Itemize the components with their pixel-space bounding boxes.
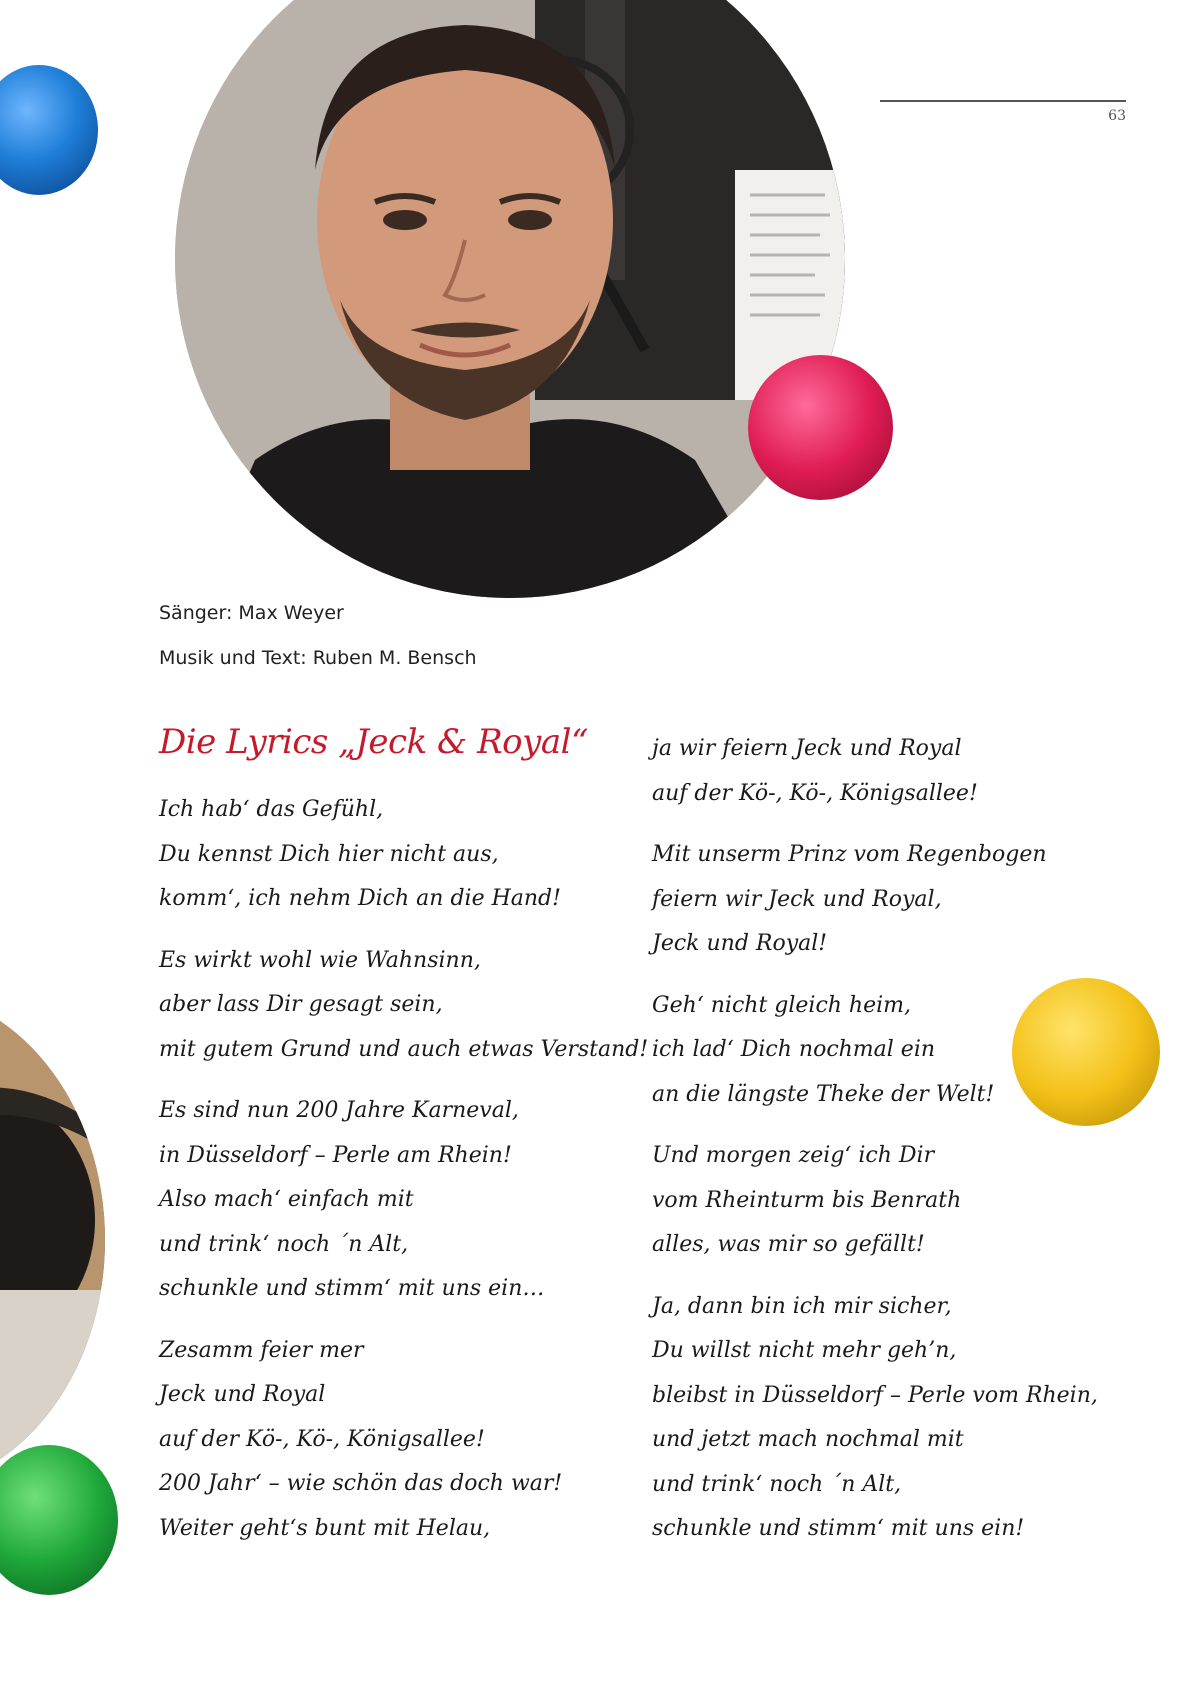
singer-credit: Sänger: Max Weyer xyxy=(159,602,344,624)
singer-portrait-photo xyxy=(175,0,845,598)
lyric-line: Mit unserm Prinz vom Regenbogen xyxy=(652,842,1047,867)
lyric-line: Du kennst Dich hier nicht aus, xyxy=(159,841,499,867)
lyric-line: feiern wir Jeck und Royal, xyxy=(652,886,942,912)
lyric-line: Ja, dann bin ich mir sicher, xyxy=(652,1293,952,1319)
lyrics-title: Die Lyrics „Jeck & Royal“ xyxy=(159,722,588,762)
lyric-line: auf der Kö-, Kö-, Königsallee! xyxy=(159,1426,485,1452)
lyric-line: und trink‘ noch ´n Alt, xyxy=(159,1231,409,1257)
lyric-line: bleibst in Düsseldorf – Perle vom Rhein, xyxy=(652,1382,1098,1408)
lyric-line: auf der Kö-, Kö-, Königsallee! xyxy=(652,780,978,806)
stanza xyxy=(159,1329,659,1552)
lyric-line: schunkle und stimm‘ mit uns ein! xyxy=(652,1516,1025,1541)
lyric-line: Du willst nicht mehr geh’n, xyxy=(652,1338,957,1363)
lyric-line: ich lad‘ Dich nochmal ein xyxy=(652,1037,936,1062)
header-rule xyxy=(880,100,1126,102)
lyric-line: Also mach‘ einfach mit xyxy=(159,1187,414,1212)
lyric-line: schunkle und stimm‘ mit uns ein… xyxy=(159,1276,545,1301)
lyric-line: ja wir feiern Jeck und Royal xyxy=(652,736,962,761)
pink-pompom-decoration xyxy=(748,355,893,500)
stanza xyxy=(652,984,1122,1118)
stanza xyxy=(159,788,659,922)
page-number: 63 xyxy=(1108,108,1126,124)
composer-credit: Musik und Text: Ruben M. Bensch xyxy=(159,647,477,669)
lyric-line: komm‘, ich nehm Dich an die Hand! xyxy=(159,886,561,911)
stanza xyxy=(652,833,1122,967)
lyric-line: vom Rheinturm bis Benrath xyxy=(652,1187,962,1213)
lyric-line: an die längste Theke der Welt! xyxy=(652,1081,995,1107)
lyric-line: Zesamm feier mer xyxy=(159,1337,364,1363)
stanza xyxy=(159,939,659,1073)
lyric-line: Geh‘ nicht gleich heim, xyxy=(652,992,912,1018)
lyric-line: Weiter geht‘s bunt mit Helau, xyxy=(159,1515,491,1541)
side-photo xyxy=(0,990,105,1490)
lyric-line: und jetzt mach nochmal mit xyxy=(652,1427,964,1452)
lyric-line: Es sind nun 200 Jahre Karneval, xyxy=(159,1098,519,1123)
blue-pompom-decoration xyxy=(0,65,98,195)
lyric-line: und trink‘ noch ´n Alt, xyxy=(652,1471,902,1497)
stanza xyxy=(159,1089,659,1312)
green-pompom-decoration xyxy=(0,1445,118,1595)
lyric-line: Jeck und Royal! xyxy=(652,931,828,956)
lyric-line: 200 Jahr‘ – wie schön das doch war! xyxy=(159,1471,563,1496)
lyric-line: mit gutem Grund und auch etwas Verstand! xyxy=(159,1036,649,1062)
lyric-line: Ich hab‘ das Gefühl, xyxy=(159,797,384,822)
stanza xyxy=(652,1285,1122,1552)
lyric-line: Und morgen zeig‘ ich Dir xyxy=(652,1143,935,1168)
lyric-line: aber lass Dir gesagt sein, xyxy=(159,992,443,1017)
stanza xyxy=(652,727,1122,816)
lyric-line: Jeck und Royal xyxy=(159,1382,326,1407)
lyric-line: alles, was mir so gefällt! xyxy=(652,1232,925,1257)
lyrics-left-column xyxy=(159,788,659,1568)
stanza xyxy=(652,1134,1122,1268)
lyrics-right-column xyxy=(652,727,1122,1569)
lyric-line: Es wirkt wohl wie Wahnsinn, xyxy=(159,947,481,973)
lyric-line: in Düsseldorf – Perle am Rhein! xyxy=(159,1142,512,1168)
